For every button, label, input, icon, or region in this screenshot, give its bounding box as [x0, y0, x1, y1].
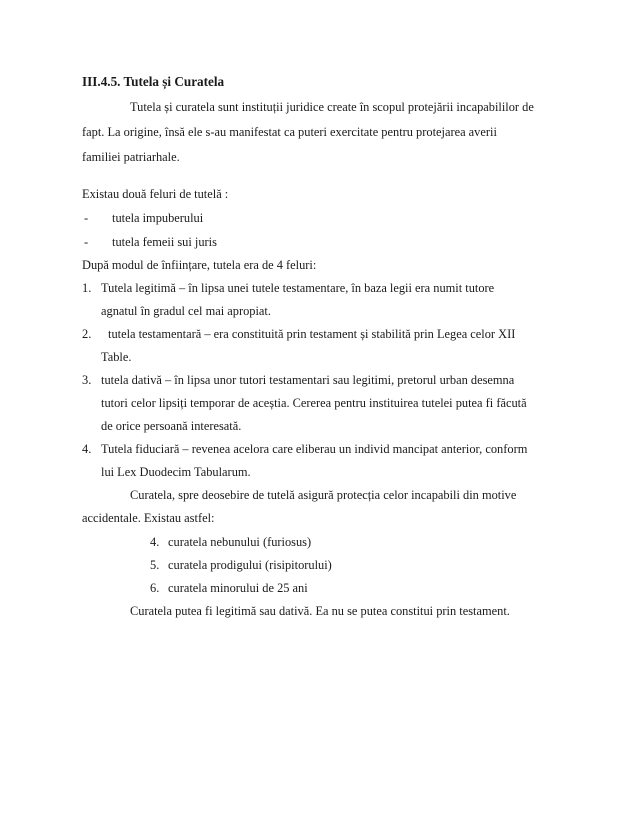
modes-intro: După modul de înființare, tutela era de 4 feluri:	[82, 258, 317, 272]
curatela-item-text: curatela nebunului (furiosus)	[168, 535, 312, 549]
mode-3-line-3: de orice persoană interesată.	[101, 419, 242, 433]
list-marker: 4.	[150, 535, 160, 549]
dash-item-text: tutela impuberului	[112, 211, 204, 225]
mode-1-line-2: agnatul în gradul cel mai apropiat.	[101, 304, 271, 318]
list-marker: 6.	[150, 581, 160, 595]
mode-2-line-2: Table.	[101, 350, 132, 364]
types-intro: Existau două feluri de tutelă :	[82, 187, 229, 201]
curatela-item-text: curatela minorului de 25 ani	[168, 581, 308, 595]
mode-3-line-1: tutela dativă – în lipsa unor tutori testamentari sau legitimi, pretorul urban desemna	[101, 373, 515, 387]
mode-3-line-2: tutori celor lipsiți temporar de aceștia. Cererea pentru instituirea tutelei putea fi făcută	[101, 396, 527, 410]
mode-1-line-1: Tutela legitimă – în lipsa unei tutele testamentare, în baza legii era numit tutore	[101, 281, 495, 295]
curatela-line-1: Curatela, spre deosebire de tutelă asigură protecția celor incapabili din motive	[130, 488, 517, 502]
curatela-line-2: accidentale. Existau astfel:	[82, 511, 215, 525]
dash-item-text: tutela femeii sui juris	[112, 235, 217, 249]
mode-2-line-1: tutela testamentară – era constituită prin testament și stabilită prin Legea celor XII	[108, 327, 516, 341]
dash-marker: -	[84, 235, 89, 249]
list-marker: 4.	[82, 442, 92, 456]
section-heading: III.4.5. Tutela și Curatela	[82, 74, 225, 89]
list-marker: 2.	[82, 327, 92, 341]
mode-4-line-2: lui Lex Duodecim Tabularum.	[101, 465, 251, 479]
list-marker: 1.	[82, 281, 92, 295]
intro-line-2: fapt. La origine, însă ele s-au manifestat ca puteri exercitate pentru protejarea averii	[82, 125, 497, 139]
list-marker: 5.	[150, 558, 160, 572]
closing-line: Curatela putea fi legitimă sau dativă. Ea nu se putea constitui prin testament.	[130, 604, 510, 618]
dash-marker: -	[84, 211, 89, 225]
mode-4-line-1: Tutela fiduciară – revenea acelora care eliberau un individ mancipat anterior, conform	[101, 442, 528, 456]
intro-line-3: familiei patriarhale.	[82, 150, 180, 164]
intro-line-1: Tutela și curatela sunt instituții juridice create în scopul protejării incapabililor de	[130, 100, 534, 114]
curatela-item-text: curatela prodigului (risipitorului)	[168, 558, 332, 572]
list-marker: 3.	[82, 373, 92, 387]
